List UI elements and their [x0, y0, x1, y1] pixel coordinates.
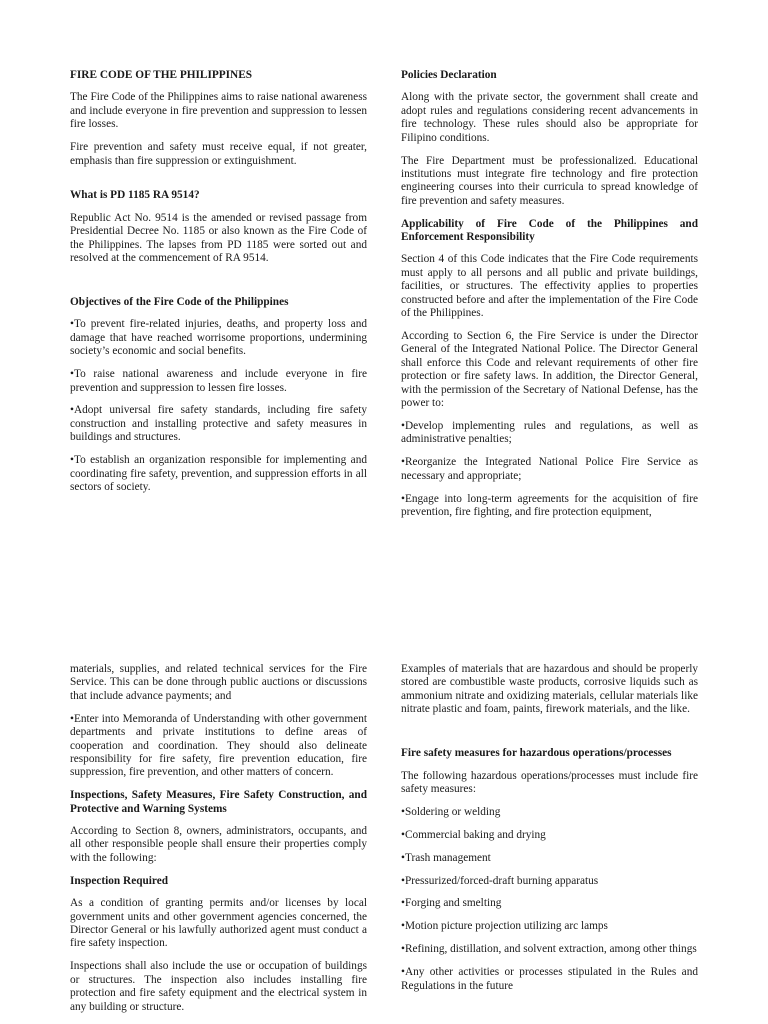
applicability-heading: Applicability of Fire Code of the Philippines and Enforcement Responsibility	[401, 217, 698, 244]
operation-item: •Motion picture projection utilizing arc lamps	[401, 920, 608, 933]
continued-paragraph: materials, supplies, and related technical services for the Fire Service. This can be done through public auctions or discussions that include advance payments; and	[70, 663, 367, 702]
power-item: •Reorganize the Integrated National Police Fire Service as necessary and appropriate;	[401, 456, 698, 482]
pd-paragraph: Republic Act No. 9514 is the amended or revised passage from Presidential Decree No. 1185 or also known as the Fire Code of the Philippines. The lapses from PD 1185 were sorted out and resolved at the commencement of RA 9514.	[70, 211, 367, 265]
operation-item: •Pressurized/forced-draft burning apparatus	[401, 874, 599, 887]
inspections-heading: Inspections, Safety Measures, Fire Safety Construction, and Protective and Warning Systems	[70, 789, 367, 815]
applicability-paragraph-1: Section 4 of this Code indicates that the Fire Code requirements must apply to all persons and all public and private buildings, facilities, or structures. The effectivity applies to properties constructed before and after the implementation of the Fire Code of the Philippines.	[401, 253, 698, 320]
inspection-paragraph-2: Inspections shall also include the use or occupation of buildings or structures. The inspection also includes installing fire protection and fire safety equipment and the electrical system in any building or structure.	[70, 960, 367, 1013]
intro-paragraph-2: Fire prevention and safety must receive equal, if not greater, emphasis than fire suppression or extinguishment.	[70, 141, 367, 167]
operation-item: •Trash management	[401, 851, 491, 864]
hazard-paragraph: Examples of materials that are hazardous and should be properly stored are combustible waste products, corrosive liquids such as ammonium nitrate and oxidizing materials, cellular materials like nitrate plastic and foam, paints, firework materials, and the like.	[401, 663, 698, 716]
operation-item: •Any other activities or processes stipulated in the Rules and Regulations in the future	[401, 966, 698, 992]
policies-heading: Policies Declaration	[401, 69, 497, 81]
objective-item: •To establish an organization responsible for implementing and coordinating fire safety, prevention, and suppression efforts in all sectors of society.	[70, 454, 367, 493]
objective-item: •To prevent fire-related injuries, deaths, and property loss and damage that have reached worrisome proportions, undermining society’s economic and social benefits.	[70, 318, 367, 358]
measures-heading: Fire safety measures for hazardous operations/processes	[401, 747, 672, 760]
page2-left-column	[70, 663, 367, 1023]
page1-right-column	[401, 69, 698, 529]
inspection-required-heading: Inspection Required	[70, 874, 169, 887]
inspection-paragraph-1: As a condition of granting permits and/or licenses by local government units and other government agencies concerned, the Director General or his lawfully authorized agent must conduct a fire safety inspection.	[70, 897, 367, 950]
policies-paragraph-2: The Fire Department must be professionalized. Educational institutions must integrate fire technology and fire protection engineering courses into their curricula to spread knowledge of fire prevention and safety measures.	[401, 154, 698, 207]
pd-heading: What is PD 1185 RA 9514?	[70, 189, 200, 202]
document-title: FIRE CODE OF THE PHILIPPINES	[70, 69, 253, 81]
policies-paragraph-1: Along with the private sector, the government shall create and adopt rules and regulations considering recent advancements in fire technology. These rules should also be appropriate for Filipino conditions.	[401, 91, 698, 144]
mou-paragraph: •Enter into Memoranda of Understanding with other government departments and private institutions to define areas of cooperation and coordination. They should also delineate responsibility for fire safety, fire prevention education, fire suppression, fire prevention, and other matters of concern.	[70, 712, 367, 779]
page2-right-column	[401, 663, 698, 1003]
operation-item: •Forging and smelting	[401, 897, 502, 910]
objectives-heading: Objectives of the Fire Code of the Philippines	[70, 295, 289, 308]
inspections-paragraph: According to Section 8, owners, administrators, occupants, and all other responsible people shall ensure their properties comply with the following:	[70, 825, 367, 864]
intro-paragraph-1: The Fire Code of the Philippines aims to raise national awareness and include everyone in fire prevention and suppression to lessen fire losses.	[70, 91, 367, 131]
measures-paragraph: The following hazardous operations/processes must include fire safety measures:	[401, 769, 698, 795]
operation-item: •Soldering or welding	[401, 805, 501, 818]
power-item: •Develop implementing rules and regulations, as well as administrative penalties;	[401, 419, 698, 446]
operation-item: •Refining, distillation, and solvent extraction, among other things	[401, 943, 697, 956]
operation-item: •Commercial baking and drying	[401, 828, 546, 841]
page1-left-column	[70, 69, 367, 504]
applicability-paragraph-2: According to Section 6, the Fire Service is under the Director General of the Integrated National Police. The Director General shall enforce this Code and relevant requirements of other fire protection or fire safety laws. In addition, the Director General, with the permission of the Secretary of National Defense, has the power to:	[401, 330, 698, 410]
power-item: •Engage into long-term agreements for the acquisition of fire prevention, fire fighting, and fire protection equipment,	[401, 492, 698, 518]
objective-item: •To raise national awareness and include everyone in fire prevention and suppression to lessen fire losses.	[70, 368, 367, 394]
objective-item: •Adopt universal fire safety standards, including fire safety construction and installing protective and safety measures in buildings and structures.	[70, 404, 367, 444]
